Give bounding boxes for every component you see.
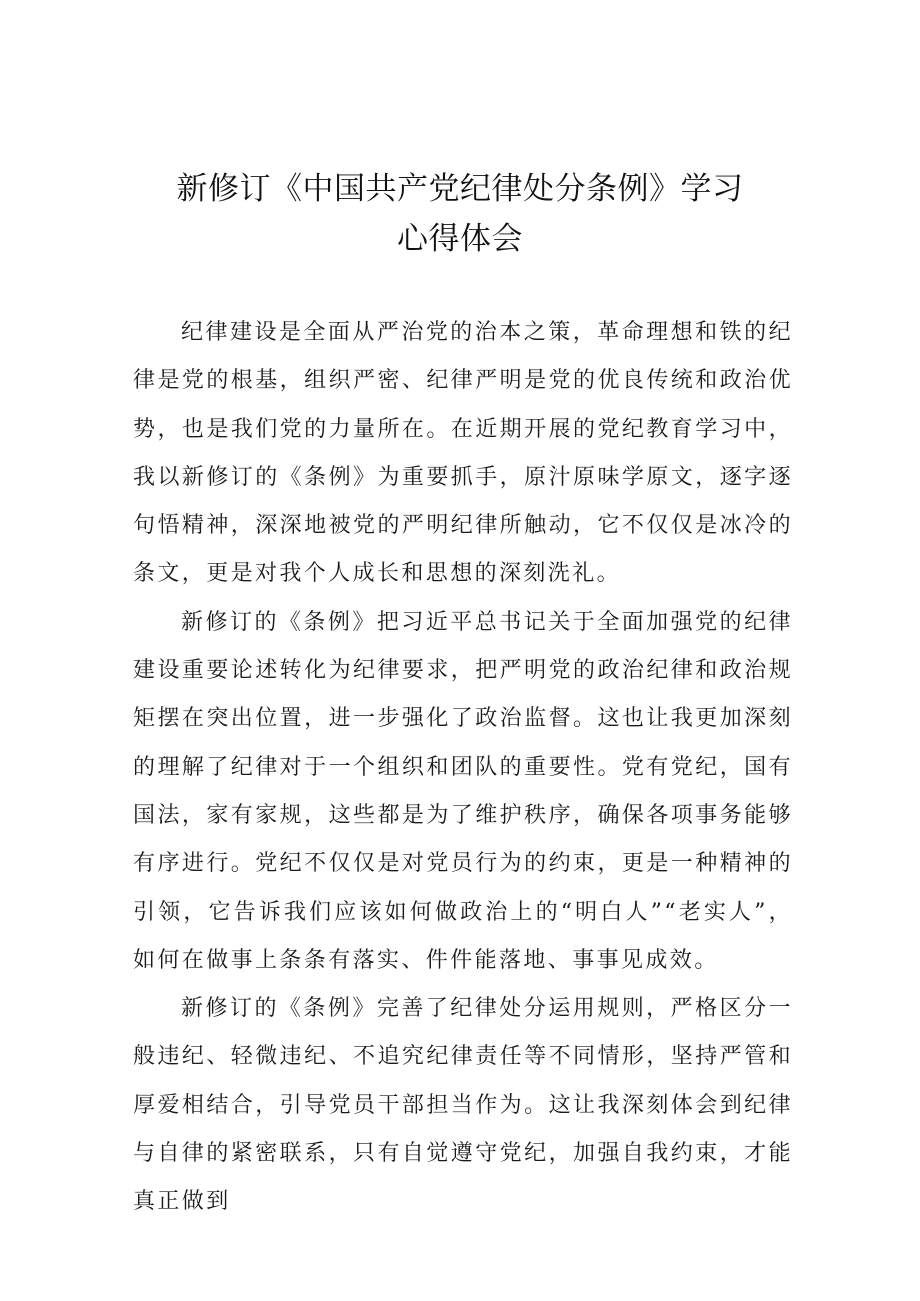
paragraph-2: 新修订的《条例》把习近平总书记关于全面加强党的纪律建设重要论述转化为纪律要求，把严明党的政治纪律和政治规矩摆在突出位置，进一步强化了政治监督。这也让我更加深刻的理解了纪律对于一个组织和团队的重要性。党有党纪，国有国法，家有家规，这些都是为了维护秩序，确保各项事务能够有序进行。党纪不仅仅是对党员行为的约束，更是一种精神的引领，它告诉我们应该如何做政治上的“明白人”“老实人”，如何在做事上条条有落实、件件能落地、事事见成效。 [133, 609, 793, 973]
paragraph-1: 纪律建设是全面从严治党的治本之策，革命理想和铁的纪律是党的根基，组织严密、纪律严明是党的优良传统和政治优势，也是我们党的力量所在。在近期开展的党纪教育学习中，我以新修订的《条例》为重要抓手，原汁原味学原文，逐字逐句悟精神，深深地被党的严明纪律所触动，它不仅仅是冰冷的条文，更是对我个人成长和思想的深刻洗礼。 [133, 320, 793, 587]
document-title [0, 164, 920, 264]
title-line-1: 新修订《中国共产党纪律处分条例》学习 [176, 171, 744, 207]
title-line-2: 心得体会 [397, 221, 523, 257]
paragraph-3: 新修订的《条例》完善了纪律处分运用规则，严格区分一般违纪、轻微违纪、不追究纪律责任等不同情形，坚持严管和厚爱相结合，引导党员干部担当作为。这让我深刻体会到纪律与自律的紧密联系，只有自觉遵守党纪，加强自我约束，才能真正做到 [133, 996, 793, 1215]
document-body [133, 309, 793, 1227]
